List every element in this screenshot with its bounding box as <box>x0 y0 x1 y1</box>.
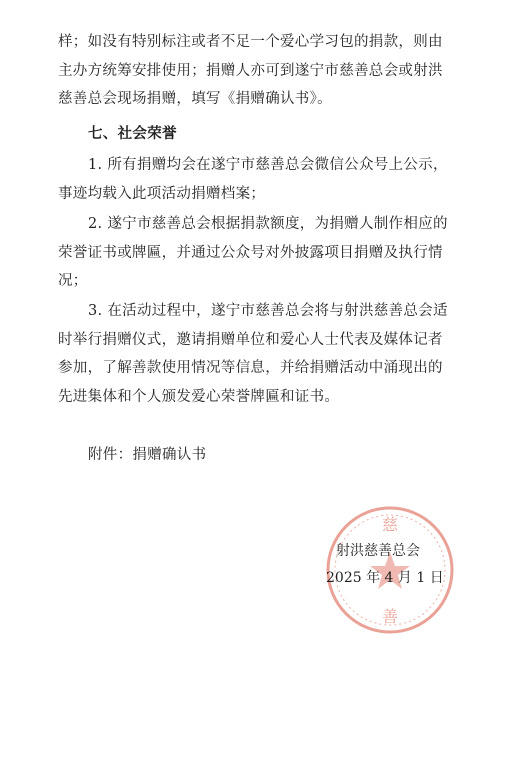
text-line: 1. 所有捐赠均会在遂宁市慈善总会微信公众号上公示， <box>88 157 448 173</box>
text-line: 况； <box>58 273 88 289</box>
text-line: 荣誉证书或牌匾，并通过公众号对外披露项目捐赠及执行情 <box>58 244 443 261</box>
paragraph-intro <box>58 28 468 114</box>
text-line: 样；如没有特别标注或者不足一个爱心学习包的捐款，则由 <box>58 34 443 50</box>
text-line: 主办方统筹安排使用；捐赠人亦可到遂宁市慈善总会或射洪 <box>58 62 443 79</box>
text-line: 时举行捐赠仪式，邀请捐赠单位和爱心人士代表及媒体记者 <box>58 331 443 348</box>
text-line: 先进集体和个人颁发爱心荣誉牌匾和证书。 <box>58 388 340 405</box>
list-item-3 <box>58 297 468 411</box>
svg-text:善: 善 <box>381 607 399 626</box>
signature-organization: 射洪慈善总会 <box>336 543 420 559</box>
list-item-1 <box>58 151 468 208</box>
text-line: 3. 在活动过程中，遂宁市慈善总会将与射洪慈善总会适 <box>88 303 448 319</box>
section-heading: 七、社会荣誉 <box>88 126 177 142</box>
attachment-line: 附件：捐赠确认书 <box>88 447 207 463</box>
svg-text:慈: 慈 <box>381 515 399 534</box>
text-line: 参加，了解善款使用情况等信息，并给捐赠活动中涌现出的 <box>58 360 443 376</box>
text-line: 慈善总会现场捐赠，填写《捐赠确认书》。 <box>58 91 332 107</box>
signature-date: 2025 年 4 月 1 日 <box>326 570 444 586</box>
text-line: 事迹均载入此项活动捐赠档案； <box>58 185 266 202</box>
text-line: 2. 遂宁市慈善总会根据捐款额度，为捐赠人制作相应的 <box>88 216 448 232</box>
list-item-2 <box>58 210 468 296</box>
